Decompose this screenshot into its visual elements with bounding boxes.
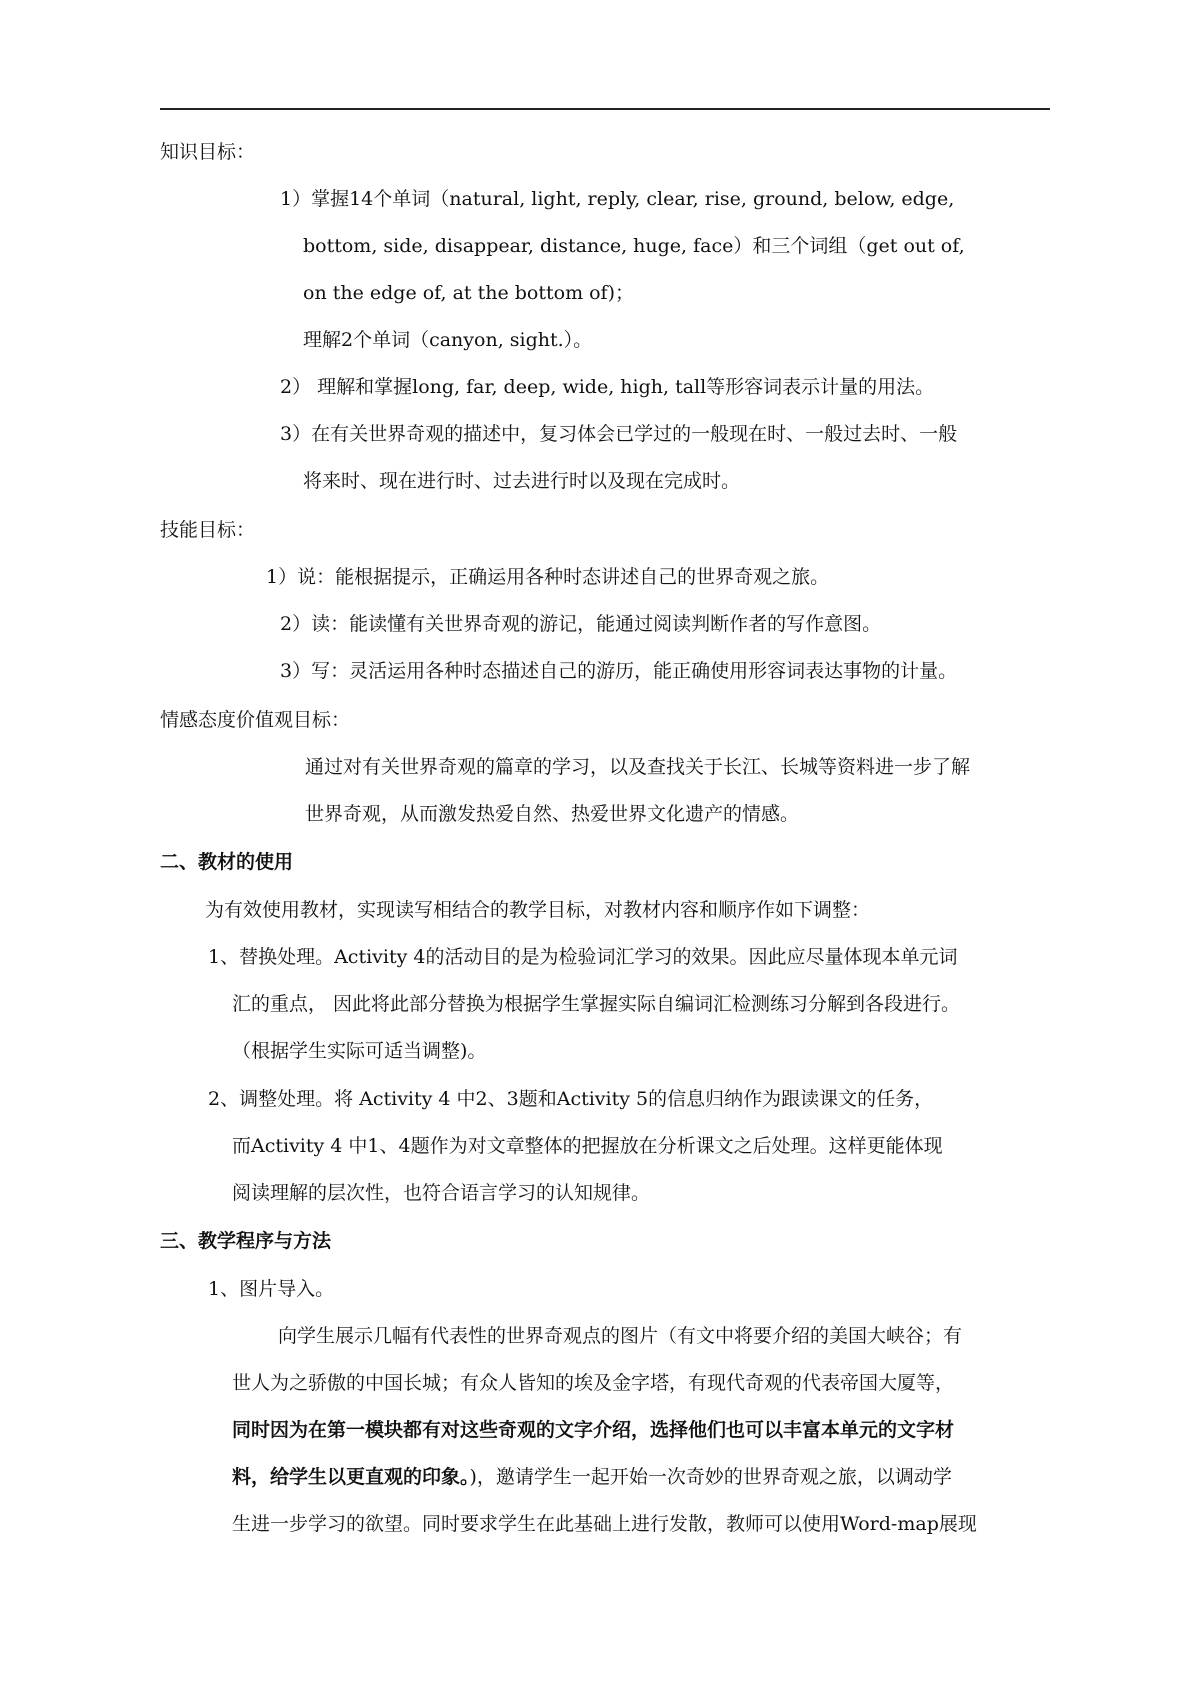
knowledge-item2: 2） 理解和掌握long, far, deep, wide, high, tall等形容词表示计量的用法。 bbox=[280, 376, 935, 398]
procedure-para-line4-rest: )，邀请学生一起开始一次奇妙的世界奇观之旅，以调动学 bbox=[469, 1466, 952, 1488]
emotion-line2: 世界奇观，从而激发热爱自然、热爱世界文化遗产的情感。 bbox=[305, 803, 800, 825]
section-heading-procedure: 三、教学程序与方法 bbox=[160, 1230, 332, 1252]
knowledge-item1-line1: 1）掌握14个单词（natural, light, reply, clear, rise, ground, below, edge, bbox=[280, 188, 955, 210]
procedure-para-line4 bbox=[232, 1464, 952, 1490]
section-heading-materials: 二、教材的使用 bbox=[160, 851, 294, 873]
skills-item3: 3）写：灵活运用各种时态描述自己的游历，能正确使用形容词表达事物的计量。 bbox=[280, 660, 958, 682]
knowledge-goals-title: 知识目标： bbox=[160, 141, 256, 163]
skills-item2: 2）读：能读懂有关世界奇观的游记，能通过阅读判断作者的写作意图。 bbox=[280, 613, 882, 635]
procedure-step1: 1、图片导入。 bbox=[208, 1278, 335, 1300]
materials-item1-line3: （根据学生实际可适当调整)。 bbox=[232, 1040, 487, 1062]
knowledge-item3-line1: 3）在有关世界奇观的描述中，复习体会已学过的一般现在时、一般过去时、一般 bbox=[280, 423, 958, 445]
materials-item1-line2: 汇的重点， 因此将此部分替换为根据学生掌握实际自编词汇检测练习分解到各段进行。 bbox=[232, 993, 961, 1015]
procedure-para-line5: 生进一步学习的欲望。同时要求学生在此基础上进行发散，教师可以使用Word-map展现 bbox=[232, 1513, 977, 1535]
knowledge-item1-line2: bottom, side, disappear, distance, huge, face）和三个词组（get out of, bbox=[303, 235, 965, 257]
materials-item1-line1: 1、替换处理。Activity 4的活动目的是为检验词汇学习的效果。因此应尽量体现本单元词 bbox=[208, 946, 958, 968]
knowledge-item1-line4: 理解2个单词（canyon, sight.）。 bbox=[303, 329, 593, 351]
emotion-line1: 通过对有关世界奇观的篇章的学习，以及查找关于长江、长城等资料进一步了解 bbox=[305, 756, 971, 778]
materials-item2-line1: 2、调整处理。将 Activity 4 中2、3题和Activity 5的信息归纳作为跟读课文的任务， bbox=[208, 1088, 934, 1110]
procedure-para-line1: 向学生展示几幅有代表性的世界奇观点的图片（有文中将要介绍的美国大峡谷；有 bbox=[278, 1325, 963, 1347]
knowledge-item3-line2: 将来时、现在进行时、过去进行时以及现在完成时。 bbox=[303, 470, 741, 492]
materials-intro: 为有效使用教材，实现读写相结合的教学目标，对教材内容和顺序作如下调整： bbox=[205, 899, 871, 921]
procedure-para-line2: 世人为之骄傲的中国长城；有众人皆知的埃及金字塔，有现代奇观的代表帝国大厦等， bbox=[232, 1372, 955, 1394]
skills-goals-title: 技能目标： bbox=[160, 519, 256, 541]
procedure-para-line4-bold: 料，给学生以更直观的印象。 bbox=[232, 1466, 470, 1488]
knowledge-item1-line3: on the edge of, at the bottom of)； bbox=[303, 282, 635, 304]
materials-item2-line2: 而Activity 4 中1、4题作为对文章整体的把握放在分析课文之后处理。这样更能体现 bbox=[232, 1135, 943, 1157]
header-rule bbox=[160, 108, 1050, 110]
emotion-goals-title: 情感态度价值观目标： bbox=[160, 709, 351, 731]
materials-item2-line3: 阅读理解的层次性，也符合语言学习的认知规律。 bbox=[232, 1182, 651, 1204]
procedure-para-line3-bold: 同时因为在第一模块都有对这些奇观的文字介绍，选择他们也可以丰富本单元的文字材 bbox=[232, 1419, 955, 1441]
skills-item1: 1）说：能根据提示，正确运用各种时态讲述自己的世界奇观之旅。 bbox=[266, 566, 830, 588]
